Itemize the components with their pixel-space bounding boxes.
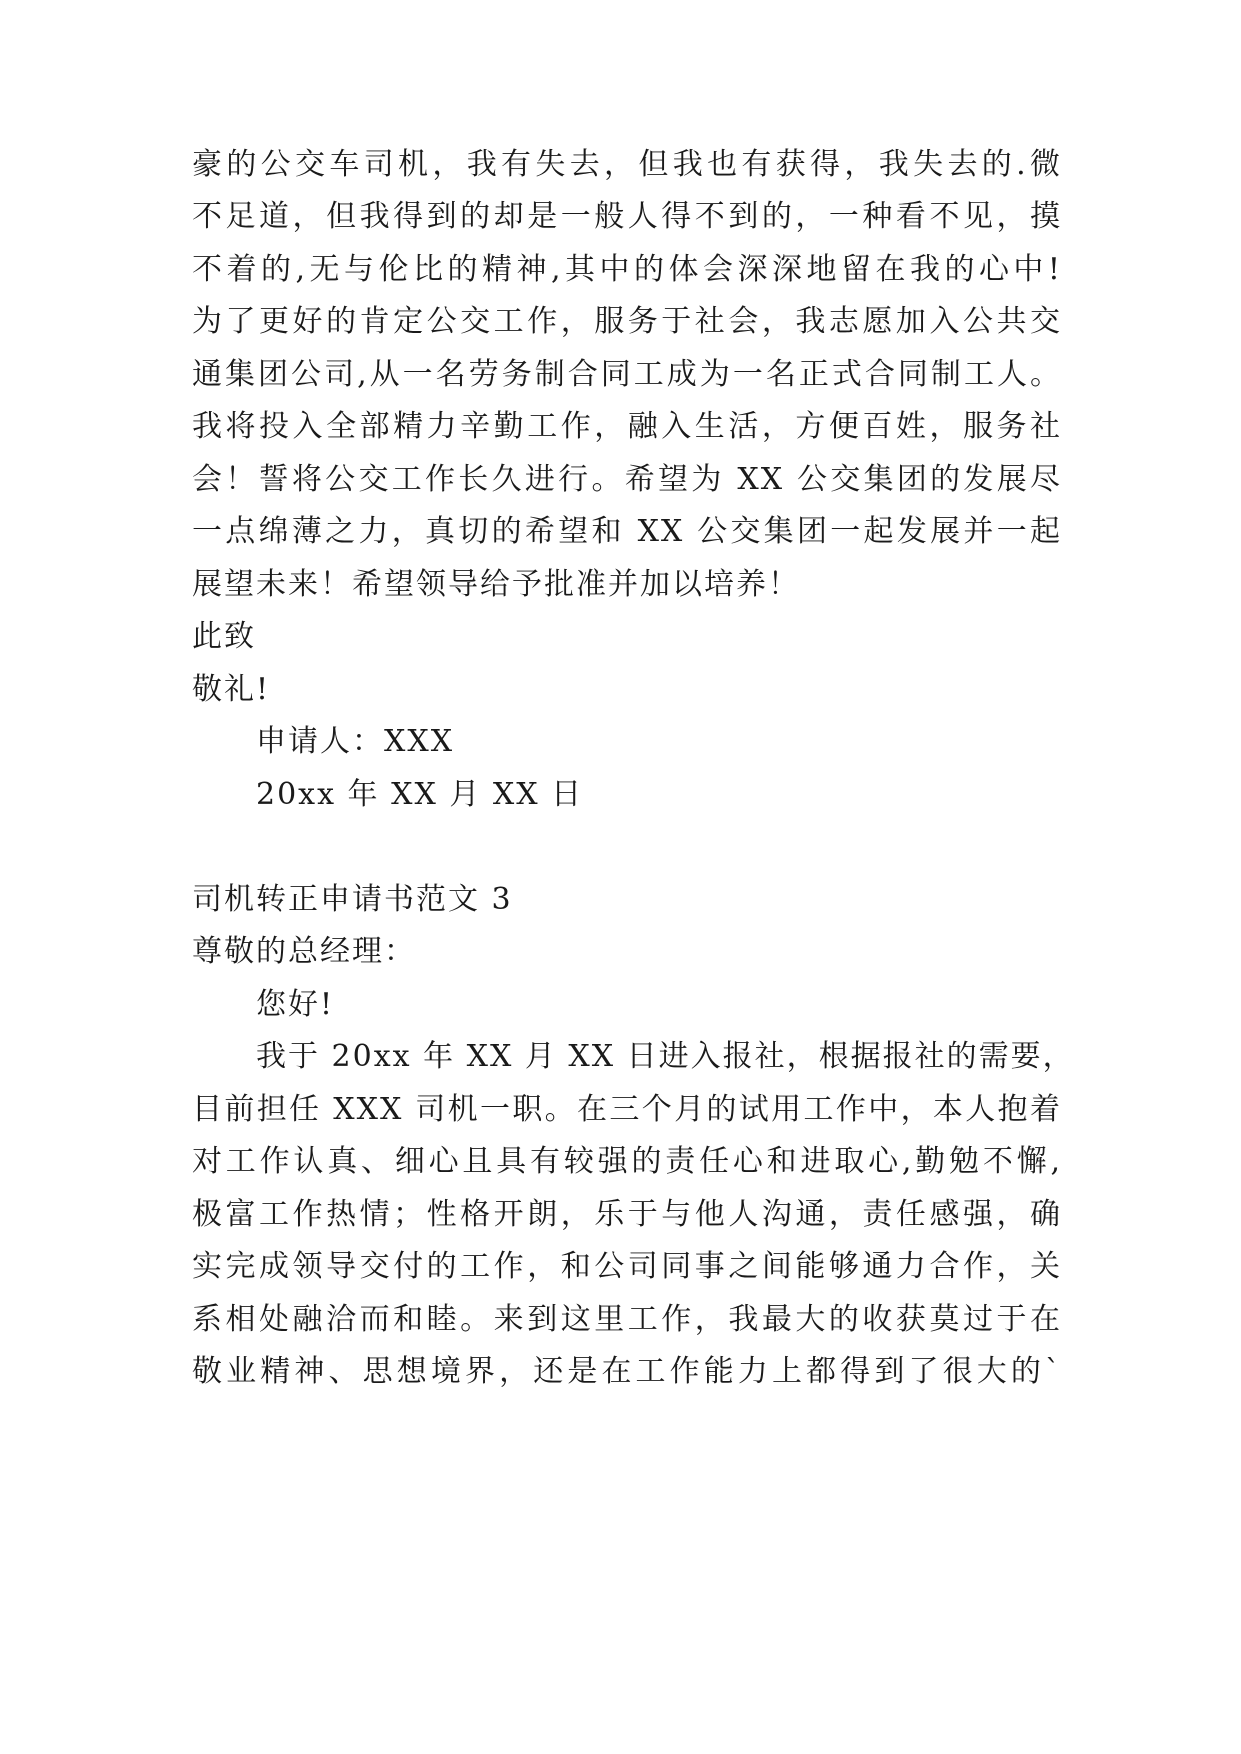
- paragraph-line: 会！誓将公交工作长久进行。希望为 XX 公交集团的发展尽: [192, 462, 1062, 497]
- signature-date: 20xx 年 XX 月 XX 日: [256, 777, 584, 812]
- paragraph-line: 实完成领导交付的工作，和公司同事之间能够通力合作，关: [192, 1249, 1062, 1284]
- applicant-signature: 申请人：XXX: [256, 724, 455, 759]
- closing-salute: 敬礼!: [192, 672, 271, 707]
- paragraph-line: 我于 20xx 年 XX 月 XX 日进入报社，根据报社的需要，: [256, 1039, 1075, 1074]
- paragraph-line: 为了更好的肯定公交工作，服务于社会，我志愿加入公共交: [192, 304, 1062, 339]
- paragraph-line: 系相处融洽而和睦。来到这里工作，我最大的收获莫过于在: [192, 1302, 1062, 1337]
- paragraph-line: 我将投入全部精力辛勤工作，融入生活，方便百姓，服务社: [192, 409, 1062, 444]
- paragraph-line: 通集团公司,从一名劳务制合同工成为一名正式合同制工人。: [192, 357, 1062, 392]
- section-title: 司机转正申请书范文 3: [192, 882, 513, 917]
- paragraph-line: 敬业精神、思想境界，还是在工作能力上都得到了很大的`: [192, 1354, 1062, 1389]
- paragraph-line: 不足道，但我得到的却是一般人得不到的，一种看不见，摸: [192, 199, 1062, 234]
- paragraph-line: 对工作认真、细心且具有较强的责任心和进取心,勤勉不懈,: [192, 1144, 1062, 1179]
- salutation: 尊敬的总经理：: [192, 934, 416, 969]
- paragraph-line: 豪的公交车司机，我有失去，但我也有获得，我失去的.微: [192, 147, 1062, 182]
- paragraph-line: 一点绵薄之力，真切的希望和 XX 公交集团一起发展并一起: [192, 514, 1062, 549]
- paragraph-line: 展望未来！希望领导给予批准并加以培养！: [192, 567, 800, 602]
- closing-greeting: 此致: [192, 619, 256, 654]
- greeting-hello: 您好!: [256, 987, 335, 1022]
- paragraph-line: 极富工作热情；性格开朗，乐于与他人沟通，责任感强，确: [192, 1197, 1062, 1232]
- paragraph-line: 不着的,无与伦比的精神,其中的体会深深地留在我的心中!: [192, 252, 1062, 287]
- paragraph-line: 目前担任 XXX 司机一职。在三个月的试用工作中，本人抱着: [192, 1092, 1062, 1127]
